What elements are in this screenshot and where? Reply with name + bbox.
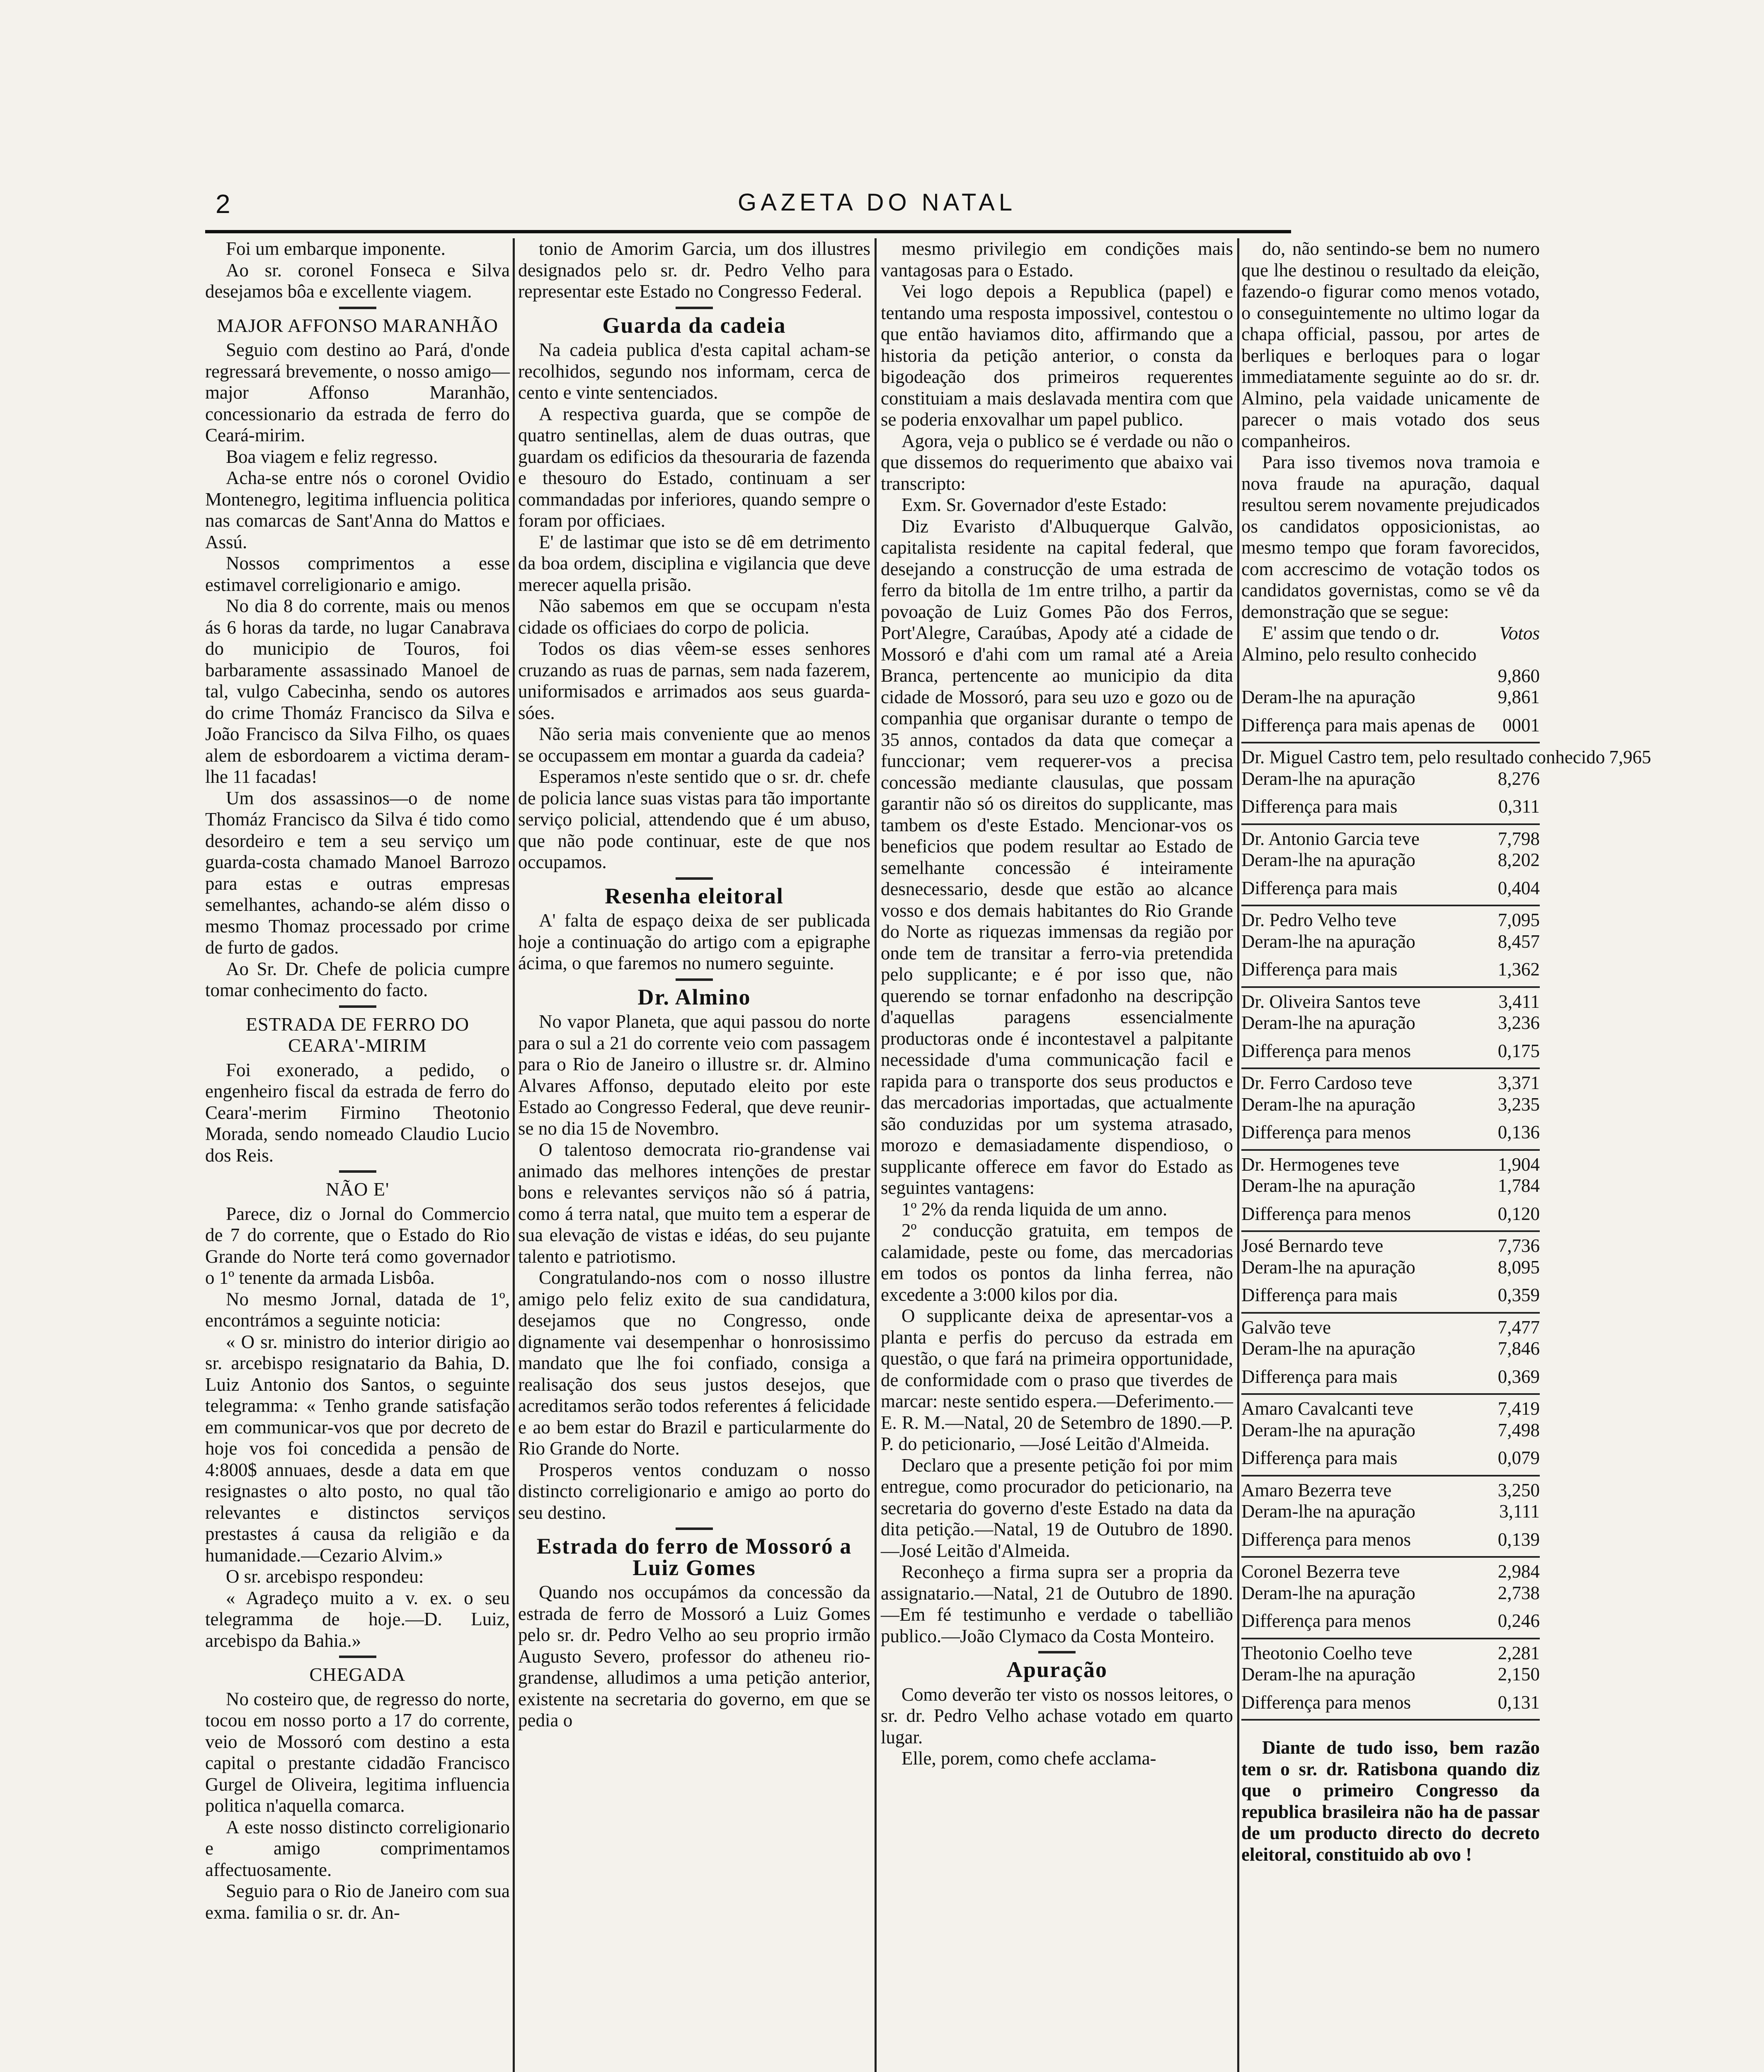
article-paragraph: O supplicante deixa de apresentar-vos a planta e perfis do percuso da estrada em questão, o que fará na primeira opportunidade, de conformidade com o praso que tiverdes de marcar: neste sentido espera.—Deferimento.—E. R. M.—Natal, 20 de Setembro de 1890.—P. P. do peticionario, —José Leitão d'Almeida. [881,1305,1233,1454]
vote-row [1241,1317,1540,1339]
difference-value: 0,175 [1497,1040,1540,1061]
difference-label: Differença para mais [1241,877,1398,898]
vote-label: Deram-lhe na apuração [1241,1094,1415,1115]
vote-row [1241,1420,1540,1441]
article-paragraph: do, não sentindo-se bem no numero que lhe destinou o resultado da eleição, fazendo-o figurar como menos votado, o conseguintemente no ultimo logar da chapa official, passou, por artes de berliques e berloques para o logar immediatamente seguinte ao do sr. dr. Almino, pela vaidade unicamente de parecer o mais votado dos seus companheiros. [1241,238,1540,451]
vote-label: Deram-lhe na apuração [1241,1256,1415,1278]
vote-difference-row [1241,1529,1540,1558]
vote-value: 7,846 [1497,1338,1540,1359]
vote-value: 8,276 [1497,768,1540,789]
vote-value: 7,736 [1497,1235,1540,1256]
vote-value: 3,371 [1497,1072,1540,1093]
column-3 [881,238,1233,2072]
vote-row [1241,644,1540,666]
vote-row [1241,687,1540,708]
vote-value: 2,738 [1497,1582,1540,1603]
section-separator [339,1005,376,1008]
article-paragraph: Foi um embarque imponente. [226,238,446,259]
vote-label: Deram-lhe na apuração [1241,1175,1415,1196]
difference-value: 1,362 [1497,959,1540,980]
article-paragraph: A este nosso distincto correligionario e amigo comprimentamos affectuosamente. [205,1816,510,1880]
vote-value: 9,861 [1497,687,1540,707]
vote-value: 9,860 [1497,665,1540,686]
article-paragraph: E' de lastimar que isto se dê em detrimento da boa ordem, disciplina e vigilancia que deve merecer aquella prisão. [518,531,870,595]
vote-comparison-table [1241,644,1651,1721]
article-paragraph: Seguio para o Rio de Janeiro com sua exma. familia o sr. dr. An- [205,1881,510,1923]
vote-label: Deram-lhe na apuração [1241,931,1415,952]
article-paragraph: Acha-se entre nós o coronel Ovidio Montenegro, legitima influencia politica nas comarcas de Sant'Anna do Mattos e Assú. [205,467,510,552]
article-apuracao-continued [1241,238,1540,622]
section-separator [676,307,713,309]
difference-value: 0,359 [1497,1285,1540,1305]
vote-label: Deram-lhe na apuração [1241,687,1415,707]
vote-label: Dr. Ferro Cardoso teve [1241,1072,1413,1093]
vote-difference-row [1241,1203,1540,1232]
article-paragraph: Prosperos ventos conduzam o nosso distincto correligionario e amigo ao porto do seu destino. [518,1459,870,1523]
difference-value: 0,079 [1497,1447,1540,1468]
vote-row [1241,1561,1540,1583]
vote-row [1241,1235,1540,1257]
vote-value: 3,411 [1498,991,1540,1012]
article-paragraph: 2º conducção gratuita, em tempos de calamidade, peste ou fome, das mercadorias em todos os pontos da linha ferrea, não excedente a 3:000 kilos por dia. [881,1220,1233,1305]
vote-value: 8,457 [1497,931,1540,952]
header-rule [205,230,1291,233]
vote-label: Deram-lhe na apuração [1241,1419,1415,1440]
article-paragraph: Não sabemos em que se occupam n'esta cidade os officiaes do corpo de policia. [518,595,870,638]
article-paragraph: Na cadeia publica d'esta capital acham-se recolhidos, segundo nos informam, cerca de cento e vinte sentenciados. [518,339,870,403]
article-heading: NÃO E' [325,1179,390,1200]
vote-difference-row [1241,1285,1540,1314]
article-heading: MAJOR AFFONSO MARANHÃO [217,315,498,336]
vote-label: Dr. Pedro Velho teve [1241,910,1397,930]
article-paragraph: Esperamos n'este sentido que o sr. dr. chefe de policia lance suas vistas para tão importante serviço policial, attendendo que é um abuso, que não pode continuar, este de que nos occupamos. [518,766,870,872]
page-number: 2 [216,189,230,219]
difference-label: Differença para menos [1241,1122,1411,1143]
closing-paragraph: Diante de tudo isso, bem razão tem o sr. dr. Ratisbona quando diz que o primeiro Congresso da republica brasileira não ha de passar de um producto directo do decreto eleitoral, constituido ab ovo ! [1241,1737,1540,1865]
vote-row [1241,1398,1540,1420]
article-heading: ESTRADA DE FERRO DO CEARA'-MIRIM [245,1013,470,1056]
section-separator [339,307,376,309]
vote-label: Dr. Antonio Garcia teve [1241,828,1420,849]
vote-lead-text: E' assim que tendo o dr. [1262,622,1440,643]
vote-row [1241,1072,1540,1094]
difference-label: Differença para menos [1241,1692,1411,1713]
vote-value: 7,798 [1497,828,1540,849]
article-paragraph: « Agradeço muito a v. ex. o seu telegramma de hoje.—D. Luiz, arcebispo da Bahia.» [205,1587,510,1651]
vote-row [1241,1643,1540,1664]
article-paragraph: Declaro que a presente petição foi por mim entregue, como procurador do peticionario, na secretaria do governo d'este Estado na data da dita petição.—Natal, 19 de Outubro de 1890.—José Leitão d'Almeida. [881,1455,1233,1561]
vote-row [1241,666,1540,687]
vote-difference-row [1241,796,1540,825]
vote-value: 2,984 [1497,1561,1540,1582]
vote-row [1241,1094,1540,1116]
column-divider [875,238,877,2072]
vote-row [1241,747,1651,768]
article-paragraph: Como deverão ter visto os nossos leitores, o sr. dr. Pedro Velho achase votado em quarto lugar. [881,1684,1233,1748]
difference-label: Differença para mais [1241,1447,1398,1468]
article-paragraph: Para isso tivemos nova tramoia e nova fraude na apuração, daqual resultou serem novamente prejudicados os candidatos opposicionistas, ao mesmo tempo que foram favorecidos, com accrescimo de votação todos os candidatos governistas, como se vê da demonstração que se segue: [1241,452,1540,622]
difference-value: 0,311 [1498,796,1540,817]
vote-label: Deram-lhe na apuração [1241,1012,1415,1033]
difference-value: 0,369 [1497,1366,1540,1387]
vote-value: 3,250 [1497,1479,1540,1501]
vote-row [1241,931,1540,953]
article-heading: Apuração [1006,1657,1107,1682]
vote-label: Dr. Hermogenes teve [1241,1154,1400,1175]
article-paragraph: A' falta de espaço deixa de ser publicada hoje a continuação do artigo com a epigraphe ácima, o que faremos no numero seguinte. [518,910,870,973]
article-paragraph: Diz Evaristo d'Albuquerque Galvão, capitalista residente na capital federal, que desejando a construcção de uma estrada de ferro da bitolla de 1m entre trilho, a partir da povoação de Luiz Gomes Pão dos Ferros, Port'Alegre, Caraúbas, Apody até a cidade de Mossoró e d'ahi com um ramal até a Areia Branca, pertencente ao municipio da dita cidade de Mossoró, para seu uzo e gozo ou de companhia que organisar durante o tempo de 35 annos, contados da data que começar a funccionar; vem requerer-vos a precisa concessão mediante clausulas, que possam garantir não só os direitos do supplicante, mas tambem os d'este Estado. Mencionar-vos os beneficios que podem resultar ao Estado de semelhante concessão é inteiramente desnecessario, desde que estão ao alcance vosso e dos demais habitantes do Rio Grande do Norte as riquezas immensas da região por onde tem de transitar a ferro-via pretendida pelo supplicante; e é por isso que, não querendo se tornar enfadonho na descripção d'aquellas paragens essencialmente productoras onde é incontestavel a palpitante necessidade d'uma communicação facil e rapida para o transporte dos seus productos e das mercadorias importadas, que actualmente são conduzidas por um systema atrasado, morozo e demasiadamente dispendioso, o supplicante offerece em favor do Estado as seguintes vantagens: [881,516,1233,1198]
vote-value: 1,904 [1497,1154,1540,1175]
vote-label: Galvão teve [1241,1317,1331,1338]
article-paragraph: tonio de Amorim Garcia, um dos illustres designados pelo sr. dr. Pedro Velho para representar este Estado no Congresso Federal. [518,238,870,302]
section-separator [339,1170,376,1173]
vote-row [1241,850,1540,871]
article-paragraph: Ao sr. coronel Fonseca e Silva desejamos bôa e excellente viagem. [205,259,510,302]
article-paragraph: Não seria mais conveniente que ao menos se occupassem em montar a guarda da cadeia? [518,724,870,766]
vote-row [1241,1257,1540,1278]
difference-value: 0001 [1502,714,1540,736]
vote-value: 8,095 [1497,1256,1540,1278]
difference-value: 0,404 [1497,877,1540,898]
vote-value: 7,419 [1497,1398,1540,1419]
vote-label: José Bernardo teve [1241,1235,1384,1256]
article-paragraph: Elle, porem, como chefe acclama- [901,1748,1156,1769]
column-1 [205,238,510,2072]
section-separator [676,978,713,981]
article-paragraph: 1º 2% da renda liquida de um anno. [901,1198,1168,1220]
vote-label: Theotonio Coelho teve [1241,1642,1413,1663]
vote-value: 2,281 [1497,1642,1540,1663]
article-paragraph: Exm. Sr. Governador d'este Estado: [901,494,1167,515]
vote-label: Deram-lhe na apuração [1241,1582,1415,1603]
vote-difference-row [1241,878,1540,907]
vote-value: 3,111 [1499,1501,1540,1522]
article-paragraph: A respectiva guarda, que se compõe de quatro sentinellas, alem de duas outras, que guardam os edificios da thesouraria de fazenda e thesouro do Estado, continuam a ser commandadas por inferiores, quando sempre o foram por officiaes. [518,403,870,531]
vote-label: Deram-lhe na apuração [1241,1664,1415,1685]
votes-column-header: Votos [1499,622,1540,644]
article-paragraph: No costeiro que, de regresso do norte, tocou em nosso porto a 17 do corrente, veio de Mossoró com destino a esta capital o prestante cidadão Francisco Gurgel de Oliveira, legitima influencia politica n'aquella comarca. [205,1688,510,1816]
article-heading: Guarda da cadeia [602,312,786,338]
section-separator [676,1527,713,1530]
vote-row [1241,991,1540,1013]
article-paragraph: Congratulando-nos com o nosso illustre amigo pelo feliz exito de sua candidatura, desejamos que no Congresso, onde dignamente vai desempenhar o honrosissimo mandato que lhe foi confiado, consiga a realisação dos seus justos desejos, que acreditamos serão todos referentes á felicidade e ao bem estar do Brazil e particularmente do Rio Grande do Norte. [518,1267,870,1459]
article-paragraph: Parece, diz o Jornal do Commercio de 7 do corrente, que o Estado do Rio Grande do Norte terá como governador o 1º tenente da armada Lisbôa. [205,1203,510,1288]
vote-label [1241,666,1494,687]
column-4-election-results [1241,238,1651,2072]
difference-label: Differença para menos [1241,1610,1411,1631]
difference-label: Differença para menos [1241,1529,1411,1550]
vote-difference-row [1241,1366,1540,1395]
article-paragraph: Um dos assassinos—o de nome Thomáz Francisco da Silva é tido como desordeiro e tem a seu serviço um guarda-costa chamado Manoel Barrozo para estas e outras empresas semelhantes, achando-se além disso o mesmo Thomaz processado por crime de furto de gados. [205,787,510,958]
vote-label: Dr. Oliveira Santos teve [1241,991,1421,1012]
difference-label: Differença para menos [1241,1040,1411,1061]
vote-difference-row [1241,959,1540,988]
vote-value: 8,202 [1497,850,1540,870]
vote-row [1241,1501,1540,1523]
vote-value: 7,498 [1497,1419,1540,1440]
vote-difference-row [1241,1447,1540,1477]
vote-value: 3,236 [1497,1012,1540,1033]
article-paragraph: « O sr. ministro do interior dirigio ao sr. arcebispo resignatario da Bahia, D. Luiz Antonio dos Santos, o seguinte telegramma: « Tenho grande satisfação em communicar-vos que por decreto de hoje vos foi concedida a pensão de 4:800$ annuaes, desde a data em que resignastes o alto posto, no qual tão relevantes e distinctos serviços prestastes á causa da religião e da humanidade.—Cezario Alvim.» [205,1331,510,1566]
vote-difference-row [1241,715,1540,744]
vote-difference-row [1241,1122,1540,1151]
article-paragraph: No mesmo Jornal, datada de 1º, encontrámos a seguinte noticia: [205,1288,510,1331]
difference-label: Differença para menos [1241,1203,1411,1224]
article-paragraph: O talentoso democrata rio-grandense vai animado das melhores intenções de prestar bons e relevantes serviços não só á patria, como á terra natal, que muito tem a esperar de sua elevação de vistas e idéas, do seu pujante talento e patriotismo. [518,1139,870,1267]
article-heading: Dr. Almino [637,984,751,1009]
article-paragraph: O sr. arcebispo respondeu: [226,1566,424,1587]
difference-label: Differença para mais [1241,959,1398,980]
column-2 [518,238,870,2072]
vote-row [1241,1480,1540,1501]
vote-row [1241,910,1540,931]
article-paragraph: Seguio com destino ao Pará, d'onde regressará brevemente, o nosso amigo—major Affonso Maranhão, concessionario da estrada de ferro do Ceará-mirim. [205,339,510,445]
vote-value: 2,150 [1497,1664,1540,1685]
vote-difference-row [1241,1041,1540,1070]
article-paragraph: Vei logo depois a Republica (papel) e tentando uma resposta impossivel, contestou o que então haviamos dito, affirmando que a historia da petição anterior, o consta da bigodeação dos primeiros requerentes constituiam a mais deslavada mentira com que se poderia enxovalhar um papel publico. [881,281,1233,430]
article-heading: Estrada do ferro de Mossoró a Luiz Gomes [536,1534,852,1580]
difference-value: 0,136 [1497,1122,1540,1143]
vote-row [1241,1012,1540,1034]
vote-value: 7,965 [1609,747,1651,767]
vote-difference-row [1241,1610,1540,1639]
section-separator [1038,1651,1076,1653]
column-divider [513,238,515,2072]
vote-label: Dr. Miguel Castro tem, pelo resultado conhecido [1241,747,1605,767]
vote-label: Deram-lhe na apuração [1241,1338,1415,1359]
section-separator [676,877,713,880]
article-paragraph: No dia 8 do corrente, mais ou menos ás 6 horas da tarde, no lugar Canabrava do municipio de Touros, foi barbaramente assassinado Manoel de tal, vulgo Cabecinha, sendo os autores do crime Thomáz Francisco da Silva e João Francisco da Silva Filho, os quaes alem de esbordoarem a victima deram-lhe 11 facadas! [205,595,510,787]
article-paragraph: Ao Sr. Dr. Chefe de policia cumpre tomar conhecimento do facto. [205,958,510,1000]
article-paragraph: Reconheço a firma supra ser a propria da assignatario.—Natal, 21 de Outubro de 1890.—Em fé testimunho e verdade o tabellião publico.—João Clymaco da Costa Monteiro. [881,1561,1233,1646]
vote-value: 1,784 [1497,1175,1540,1196]
difference-value: 0,139 [1497,1529,1540,1550]
vote-row [1241,1664,1540,1685]
vote-row [1241,1583,1540,1604]
article-paragraph: Quando nos occupámos da concessão da estrada de ferro de Mossoró a Luiz Gomes pelo sr. dr. Pedro Velho ao seu proprio irmão Augusto Severo, professor do atheneu rio-grandense, alludimos a uma petição anterior, existente na secretaria do governo, em que se pedia o [518,1582,870,1731]
vote-label: Deram-lhe na apuração [1241,1501,1415,1522]
article-paragraph: Boa viagem e feliz regresso. [226,446,438,467]
difference-label: Differença para mais apenas de [1241,714,1475,736]
difference-value: 0,246 [1497,1610,1540,1631]
difference-label: Differença para mais [1241,796,1398,817]
vote-row [1241,1338,1540,1360]
difference-value: 0,131 [1497,1692,1540,1713]
vote-label: Amaro Cavalcanti teve [1241,1398,1413,1419]
vote-row [1241,1175,1540,1197]
vote-value: 7,477 [1497,1317,1540,1338]
newspaper-title: GAZETA DO NATAL [738,189,1017,216]
article-paragraph: mesmo privilegio em condições mais vantagosas para o Estado. [881,238,1233,281]
vote-value: 7,095 [1497,910,1540,930]
vote-row [1241,828,1540,850]
vote-difference-row [1241,1692,1540,1721]
article-paragraph: Nossos comprimentos a esse estimavel correligionario e amigo. [205,553,510,595]
article-paragraph: Foi exonerado, a pedido, o engenheiro fiscal da estrada de ferro do Ceara'-merim Firmino Theotonio Morada, sendo nomeado Claudio Lucio dos Reis. [205,1059,510,1166]
vote-row [1241,1154,1540,1176]
section-separator [339,1656,376,1658]
column-divider [1237,238,1239,2072]
vote-row [1241,768,1540,790]
difference-label: Differença para mais [1241,1366,1398,1387]
vote-label: Deram-lhe na apuração [1241,768,1415,789]
vote-label: Coronel Bezerra teve [1241,1561,1400,1582]
article-paragraph: Agora, veja o publico se é verdade ou não o que dissemos do requerimento que abaixo vai transcripto: [881,430,1233,494]
vote-label: Deram-lhe na apuração [1241,850,1415,870]
article-heading: CHEGADA [309,1664,406,1685]
vote-label: Almino, pelo resulto conhecido [1241,644,1477,665]
difference-value: 0,120 [1497,1203,1540,1224]
article-paragraph: No vapor Planeta, que aqui passou do norte para o sul a 21 do corrente veio com passagem para o Rio de Janeiro o illustre sr. dr. Almino Alvares Affonso, deputado eleito por este Estado ao Congresso Federal, que deve reunir-se no dia 15 de Novembro. [518,1011,870,1139]
vote-label: Amaro Bezerra teve [1241,1479,1392,1501]
difference-label: Differença para mais [1241,1285,1398,1305]
article-heading: Resenha eleitoral [605,883,784,908]
vote-value: 3,235 [1497,1094,1540,1115]
article-paragraph: Todos os dias vêem-se esses senhores cruzando as ruas de parnas, sem nada fazerem, uniformisados e arrimados aos seus guarda-sóes. [518,638,870,723]
